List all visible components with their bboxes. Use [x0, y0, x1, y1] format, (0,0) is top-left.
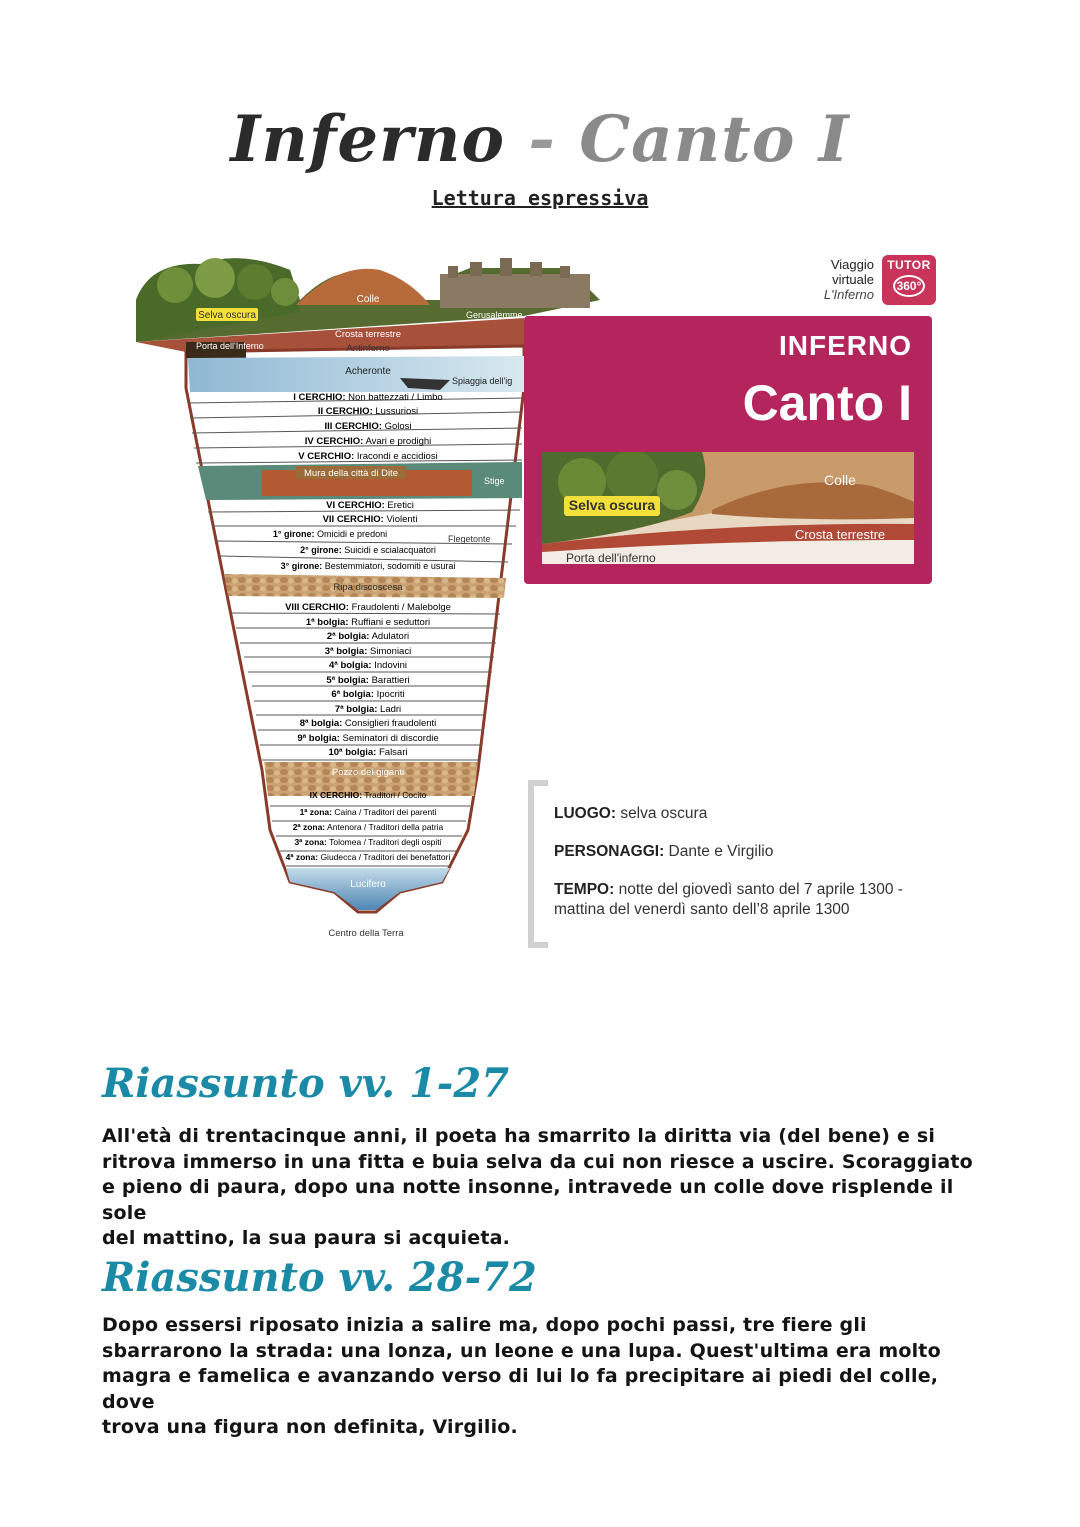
cerchio-5-key: V CERCHIO:: [298, 451, 355, 462]
svg-text:2ª zona: Antenora / Traditori: [293, 822, 444, 832]
zona-3-val: Tolomea / Traditori degli ospiti: [329, 837, 442, 847]
svg-text:5ª bolgia: Barattieri: [326, 675, 409, 686]
bolgia-10-val: Falsari: [378, 747, 408, 758]
cerchio-8-val: Fraudolenti / Malebolge: [351, 602, 451, 613]
label-ripa: Ripa discoscesa: [333, 582, 403, 593]
bolgia-3-key: 3ª bolgia:: [324, 646, 368, 657]
cerchio-4-key: IV CERCHIO:: [304, 436, 364, 447]
bolgia-7-val: Ladri: [380, 704, 402, 715]
bolgia-9-key: 9ª bolgia:: [297, 733, 340, 744]
bolgia-5-val: Barattieri: [371, 675, 410, 686]
luogo-key: LUOGO:: [554, 805, 616, 822]
tempo-key: TEMPO:: [554, 881, 615, 898]
info-bracket: [528, 780, 548, 948]
svg-text:3° girone: Bestemmiatori, sodo: [281, 561, 456, 571]
zona-2-val: Antenora / Traditori della patria: [327, 822, 444, 832]
zona-4-key: 4ª zona:: [285, 852, 319, 862]
label-gerusalemme: Gerusalemme: [466, 310, 523, 320]
svg-text:VI CERCHIO: Eretici: [326, 500, 414, 511]
para1-line4: del mattino, la sua paura si acquieta.: [102, 1227, 511, 1249]
cerchio-7-val: Violenti: [386, 514, 418, 525]
card-illustration: [542, 452, 914, 564]
bolgia-8-key: 8ª bolgia:: [299, 718, 343, 729]
svg-text:8ª bolgia: Consiglieri fraudol: [300, 718, 437, 729]
label-colle: Colle: [356, 294, 380, 305]
svg-text:2° girone: Suicidi e scialacqu: [300, 545, 436, 555]
label-mura: Mura della città di Dite: [304, 468, 398, 479]
tutor-label: TUTOR: [887, 258, 931, 272]
svg-text:VII CERCHIO: Violenti: [323, 514, 418, 525]
svg-text:3ª zona: Tolomea / Traditori d: [294, 837, 441, 847]
card-label-crosta: Crosta terrestre: [794, 527, 886, 542]
card-kicker: INFERNO: [779, 330, 912, 361]
girone-1-val: Omicidi e predoni: [317, 529, 388, 539]
bolgia-8-val: Consiglieri fraudolenti: [344, 718, 437, 729]
svg-text:10ª bolgia: Falsari: [328, 747, 407, 758]
bolgia-9-val: Seminatori di discordie: [342, 733, 439, 744]
section-heading-1: Riassunto vv. 1-27: [102, 1060, 510, 1107]
subtitle: Lettura espressiva: [431, 186, 649, 210]
svg-text:4ª bolgia: Indovini: [329, 660, 407, 671]
tempo-value-2: mattina del venerdì santo dell’8 aprile 1300: [554, 901, 850, 918]
para1-line3: e pieno di paura, dopo una notte insonne, intravede un colle dove risplende il sole: [102, 1176, 954, 1224]
title-canto: Canto I: [579, 102, 850, 177]
bolgia-2-key: 2ª bolgia:: [326, 631, 370, 642]
title-dash: -: [528, 102, 556, 177]
girone-2-val: Suicidi e scialacquatori: [344, 545, 436, 555]
zona-3-key: 3ª zona:: [294, 837, 327, 847]
cerchio-8-key: VIII CERCHIO:: [285, 602, 349, 613]
svg-text:4ª zona: Giudecca / Traditori: [286, 852, 451, 862]
girone-3-val: Bestemmiatori, sodomiti e usurai: [324, 561, 456, 571]
card-label-porta: Porta dell'inferno: [566, 551, 656, 564]
svg-text:6ª bolgia: Ipocriti: [331, 689, 404, 700]
label-acheronte: Acheronte: [345, 366, 391, 377]
cerchio-2-key: II CERCHIO:: [317, 406, 373, 417]
bolgia-4-key: 4ª bolgia:: [329, 660, 372, 671]
personaggi-value: Dante e Virgilio: [668, 843, 774, 860]
cerchio-1-key: I CERCHIO:: [293, 392, 346, 403]
luogo-value: selva oscura: [620, 805, 708, 822]
cerchio-4-val: Avari e prodighi: [365, 436, 432, 447]
cerchio-3-val: Golosi: [384, 421, 412, 432]
girone-3-key: 3° girone:: [280, 561, 323, 571]
deg-label: 360°: [893, 275, 925, 297]
label-crosta: Crosta terrestre: [335, 329, 401, 340]
svg-text:3ª bolgia: Simoniaci: [325, 646, 411, 657]
cerchio-7-key: VII CERCHIO:: [322, 514, 384, 525]
viaggio-virtuale-badge[interactable]: [820, 253, 938, 305]
bolgia-2-val: Adulatori: [371, 631, 410, 642]
cerchio-9-val: Traditori / Cocito: [364, 790, 427, 800]
tutor-360-icon[interactable]: [882, 255, 936, 305]
svg-text:1° girone: Omicidi e predoni: [273, 529, 387, 539]
svg-text:1ª bolgia: Ruffiani e seduttor: [306, 617, 430, 628]
label-selva: Selva oscura: [198, 310, 256, 321]
card-label-colle: Colle: [824, 472, 856, 488]
info-box: [528, 780, 948, 938]
gerusalemme-city: [440, 274, 590, 308]
svg-text:IX CERCHIO: Traditori / Cocito: [310, 790, 427, 800]
badge-line3: L'Inferno: [823, 287, 874, 302]
info-personaggi: [554, 842, 773, 862]
card-label-selva: Selva oscura: [568, 497, 656, 513]
cerchio-6-val: Eretici: [387, 500, 414, 511]
zona-1-key: 1ª zona:: [299, 807, 332, 817]
bolgia-10-key: 10ª bolgia:: [328, 747, 377, 758]
viaggio-virtuale-text: [824, 257, 874, 302]
title-inferno: Inferno: [230, 102, 506, 177]
svg-text:I CERCHIO: Non battezzati / Li: [293, 392, 442, 403]
label-pozzo: Pozzo dei giganti: [331, 767, 405, 778]
bolgia-1-val: Ruffiani e seduttori: [351, 617, 431, 628]
cerchio-5-val: Iracondi e accidiosi: [356, 451, 438, 462]
girone-2-key: 2° girone:: [300, 545, 342, 555]
cerchio-9-key: IX CERCHIO:: [309, 790, 363, 800]
para2-line2: sbarrarono la strada: una lonza, un leone e una lupa. Quest'ultima era molto: [102, 1339, 941, 1362]
badge-line1: Viaggio: [830, 257, 874, 272]
label-centro-terra: Centro della Terra: [328, 928, 404, 939]
svg-text:III CERCHIO: Golosi: [324, 421, 411, 432]
para2-line4: trova una figura non definita, Virgilio.: [102, 1416, 518, 1438]
label-lucifero: Lucifero: [350, 879, 386, 890]
svg-text:V CERCHIO: Iracondi e accidios: [298, 451, 437, 462]
label-spiaggia: Spiaggia dell'ig: [452, 376, 513, 386]
para2-line1: Dopo essersi riposato inizia a salire ma, dopo pochi passi, tre fiere gli: [102, 1314, 867, 1336]
personaggi-key: PERSONAGGI:: [554, 843, 665, 860]
svg-text:2ª bolgia: Adulatori: [327, 631, 409, 642]
tempo-value-1: notte del giovedì santo del 7 aprile 1300 -: [618, 881, 903, 898]
info-tempo: [554, 880, 903, 920]
zona-2-key: 2ª zona:: [292, 822, 326, 832]
label-flegetonte: Flegetonte: [448, 534, 491, 544]
cerchio-6-key: VI CERCHIO:: [326, 500, 385, 511]
bolgia-5-key: 5ª bolgia:: [326, 675, 369, 686]
svg-text:1ª zona: Caina / Traditori dei: [300, 807, 437, 817]
section-paragraph-1: [102, 1124, 982, 1252]
svg-text:VIII CERCHIO: Fraudolenti / Ma: [285, 602, 451, 613]
svg-text:II CERCHIO: Lussuriosi: [318, 406, 418, 417]
zona-1-val: Caina / Traditori dei parenti: [334, 807, 437, 817]
para2-line3: magra e famelica e avanzando verso di lui lo fa precipitare ai piedi del colle, dove: [102, 1365, 939, 1413]
bolgia-1-key: 1ª bolgia:: [305, 617, 349, 628]
label-stige: Stige: [484, 476, 505, 486]
label-porta: Porta dell'Inferno: [196, 341, 264, 351]
para1-line2: ritrova immerso in una fitta e buia selva da cui non riesce a uscire. Scoraggiato: [102, 1150, 973, 1173]
bolgia-6-val: Ipocriti: [376, 689, 405, 700]
bolgia-4-val: Indovini: [374, 660, 407, 671]
canto-card: [524, 316, 932, 584]
bolgia-7-key: 7ª bolgia:: [334, 704, 378, 715]
svg-text:7ª bolgia: Ladri: [335, 704, 401, 715]
bolgia-6-key: 6ª bolgia:: [331, 689, 374, 700]
section-heading-2: Riassunto vv. 28-72: [102, 1254, 537, 1301]
cerchio-3-key: III CERCHIO:: [324, 421, 382, 432]
bolgia-3-val: Simoniaci: [370, 646, 412, 657]
svg-text:IV CERCHIO: Avari e prodighi: [305, 436, 432, 447]
zona-4-val: Giudecca / Traditori dei benefattori: [320, 852, 451, 862]
cerchio-2-val: Lussuriosi: [375, 406, 419, 417]
girone-1-key: 1° girone:: [272, 529, 315, 539]
para1-line1: All'età di trentacinque anni, il poeta ha smarrito la diritta via (del bene) e si: [102, 1125, 936, 1147]
cerchio-1-val: Non battezzati / Limbo: [348, 392, 443, 403]
section-paragraph-2: [102, 1313, 982, 1441]
card-title: Canto I: [742, 375, 912, 431]
info-luogo: [554, 804, 707, 824]
svg-text:9ª bolgia: Seminatori di disco: [297, 733, 438, 744]
badge-line2: virtuale: [832, 272, 874, 287]
label-antinferno: Antinferno: [346, 343, 390, 354]
